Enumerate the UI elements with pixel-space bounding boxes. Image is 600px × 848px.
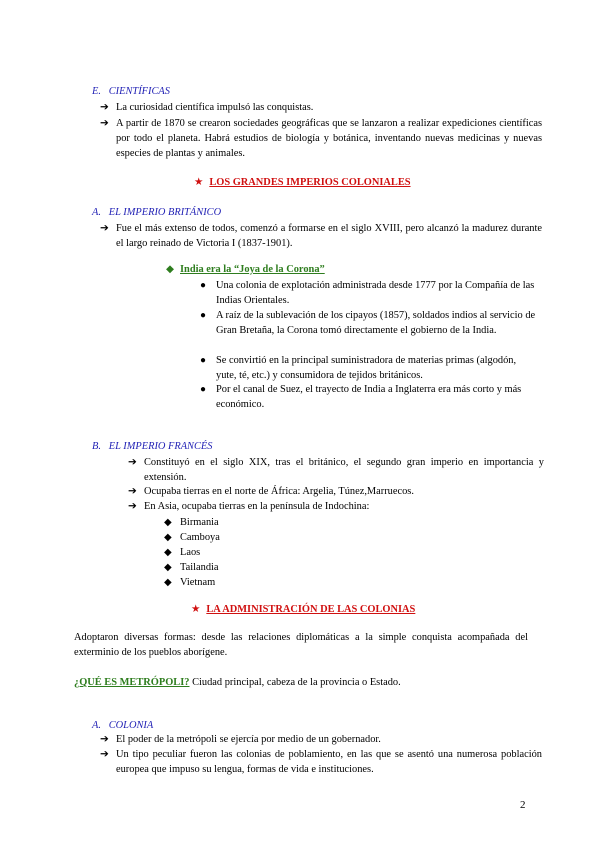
list-item: ➔ Fue el más extenso de todos, comenzó a formarse en el siglo XVIII, pero alcanzó la madurez durante el largo reinado de Victoria I (1837-1901). <box>100 223 542 249</box>
section-heading-imperios: ★ LOS GRANDES IMPERIOS COLONIALES <box>194 177 411 188</box>
list-item: ● Por el canal de Suez, el trayecto de India a Inglaterra era más corto y más económico. <box>200 384 522 410</box>
arrow-right-icon: ➔ <box>100 749 109 760</box>
section-heading-administracion: ★ LA ADMINISTRACIÓN DE LAS COLONIAS <box>191 604 416 615</box>
list-item: ◆ Tailandia <box>164 562 219 573</box>
list-item: ◆ Vietnam <box>164 577 216 588</box>
star-icon: ★ <box>191 604 201 615</box>
list-item: ● Una colonia de explotación administrada desde 1777 por la Compañía de las Indias Orientales. <box>200 280 535 306</box>
section-heading-cientificas <box>92 84 170 99</box>
list-item: ◆ Laos <box>164 547 201 558</box>
section-heading-britanico <box>92 205 221 220</box>
arrow-right-icon: ➔ <box>128 457 137 468</box>
diamond-icon: ◆ <box>164 517 172 528</box>
list-item: ➔ Constituyó en el siglo XIX, tras el británico, el segundo gran imperio en importancia y extensión. <box>128 457 544 483</box>
diamond-icon: ◆ <box>164 577 172 588</box>
list-item: ◆ Birmania <box>164 517 219 528</box>
diamond-icon: ◆ <box>166 264 174 275</box>
arrow-right-icon: ➔ <box>100 223 109 234</box>
diamond-icon: ◆ <box>164 532 172 543</box>
star-icon: ★ <box>194 177 204 188</box>
list-item: ● Se convirtió en la principal suministradora de materias primas (algodón, yute, té, etc.) y consumidora de tejidos británicos. <box>200 355 517 381</box>
intro-paragraph: Adoptaron diversas formas: desde las relaciones diplomáticas a la simple conquista acompañada del exterminio de los pueblos aborígene. <box>74 632 528 658</box>
section-letter: A. <box>92 207 101 218</box>
list-item: ➔ El poder de la metrópoli se ejercía por medio de un gobernador. <box>100 734 381 745</box>
list-item: ◆ Camboya <box>164 532 220 543</box>
section-title: COLONIA <box>108 720 154 731</box>
section-heading-frances <box>92 439 212 454</box>
diamond-icon: ◆ <box>164 547 172 558</box>
metropoli-definition <box>74 675 528 690</box>
arrow-right-icon: ➔ <box>100 734 109 745</box>
arrow-right-icon: ➔ <box>100 118 109 129</box>
list-item: ● A raíz de la sublevación de los cipayos (1857), soldados indios al servicio de Gran Bretaña, la Corona tomó directamente el gobierno de la India. <box>200 310 536 336</box>
list-item: ➔ En Asia, ocupaba tierras en la península de Indochina: <box>128 501 370 512</box>
arrow-right-icon: ➔ <box>128 501 137 512</box>
list-item: ➔ La curiosidad científica impulsó las conquistas. <box>100 102 314 113</box>
diamond-icon: ◆ <box>164 562 172 573</box>
section-title: EL IMPERIO BRITÁNICO <box>108 207 222 218</box>
arrow-right-icon: ➔ <box>128 486 137 497</box>
section-title: CIENTÍFICAS <box>108 86 170 97</box>
list-item: ➔ Un tipo peculiar fueron las colonias de poblamiento, en las que se asentó una numerosa población europea que impuso su lengua, formas de vida e instituciones. <box>100 749 542 775</box>
bullet-dot-icon: ● <box>200 384 207 395</box>
section-letter: A. <box>92 720 101 731</box>
bullet-dot-icon: ● <box>200 310 207 321</box>
section-title: EL IMPERIO FRANCÉS <box>108 441 213 452</box>
bullet-dot-icon: ● <box>200 280 207 291</box>
list-item: ➔ Ocupaba tierras en el norte de África: Argelia, Túnez,Marruecos. <box>128 486 414 497</box>
metropoli-answer: Ciudad principal, cabeza de la provincia o Estado. <box>192 677 401 688</box>
page-number: 2 <box>520 799 526 811</box>
section-heading-colonia <box>92 718 153 733</box>
metropoli-question: ¿QUÉ ES METRÓPOLI? <box>74 677 190 688</box>
india-subheading: ◆ India era la “Joya de la Corona” <box>166 264 325 275</box>
section-letter: E. <box>92 86 101 97</box>
bullet-dot-icon: ● <box>200 355 207 366</box>
section-letter: B. <box>92 441 101 452</box>
list-item: ➔ A partir de 1870 se crearon sociedades geográficas que se lanzaron a realizar expediciones científicas por todo el planeta. Habrá estudios de biología y botánica, inventando nuevas medicinas y nuevas especies de plantas y animales. <box>100 118 542 159</box>
arrow-right-icon: ➔ <box>100 102 109 113</box>
